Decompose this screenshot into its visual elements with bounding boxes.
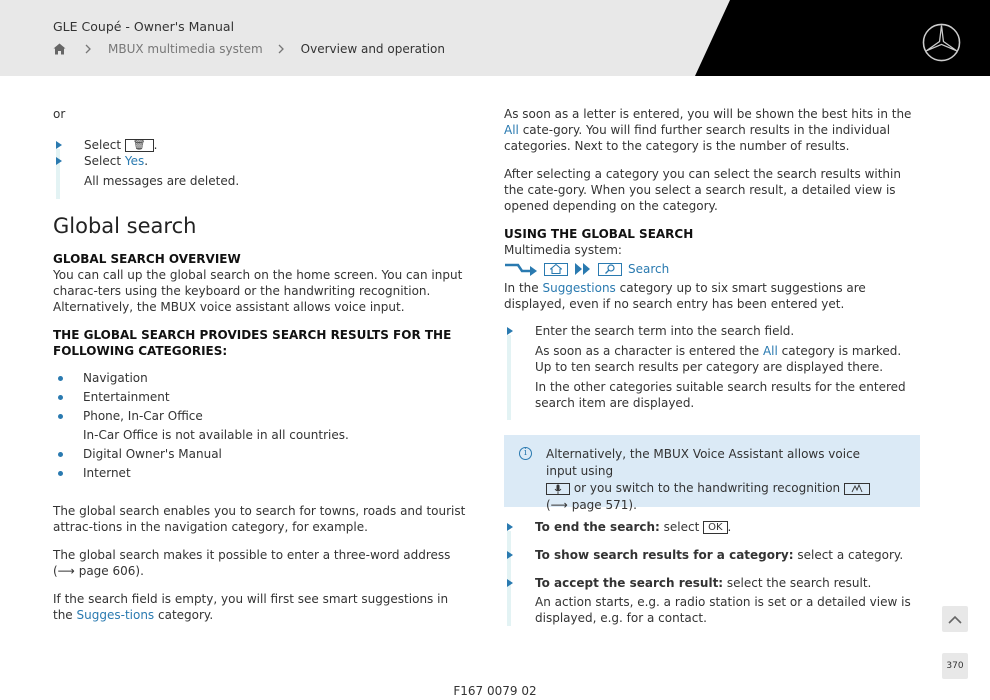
suggestions-link[interactable]: Suggestions [542, 281, 616, 295]
bullet-dot [58, 452, 63, 457]
step-result: In the other categories suitable search results for the entered search item are displayed. [535, 380, 906, 410]
step-result [504, 343, 920, 375]
step-result: All messages are deleted. [84, 174, 240, 188]
step-text: Select [84, 138, 122, 152]
paragraph [504, 280, 920, 312]
yes-option[interactable]: Yes [124, 154, 145, 168]
chevron-right-icon [84, 44, 92, 54]
list-item-text: Entertainment [83, 390, 170, 404]
step-result-text: As soon as a character is entered the [535, 344, 763, 358]
mercedes-star-icon[interactable] [922, 23, 961, 62]
step-bold: To end the search: [535, 520, 660, 534]
search-steps [504, 323, 920, 411]
step-arrow-icon [507, 551, 513, 559]
paragraph-text: If the search field is empty, you will first see smart suggestions in the [53, 592, 449, 622]
step-result-text: category is marked. Up to ten search results per category are displayed there. [535, 344, 902, 374]
step-select-yes [53, 153, 471, 169]
or-text: or [53, 107, 66, 121]
step-arrow-icon [507, 579, 513, 587]
microphone-icon[interactable] [546, 483, 570, 495]
paragraph-text: As soon as a letter is entered, you will be shown the best hits in the [504, 107, 912, 121]
using-title: USING THE GLOBAL SEARCH [504, 227, 694, 241]
list-item-text: Phone, In-Car Office [83, 409, 203, 423]
step-accept-result [504, 575, 920, 591]
step-arrow-icon [507, 327, 513, 335]
search-icon[interactable] [598, 263, 622, 276]
right-column [504, 106, 920, 411]
info-text-part: Alternatively, the MBUX Voice Assistant allows voice input using [546, 447, 861, 478]
multimedia-system-label: Multimedia system: [504, 243, 622, 257]
list-item-text: Navigation [83, 371, 148, 385]
manual-title: GLE Coupé - Owner's Manual [53, 19, 235, 34]
all-category-link[interactable]: All [762, 344, 778, 358]
list-item-text: In-Car Office is not available in all countries. [83, 428, 349, 442]
step-bold: To show search results for a category: [535, 548, 794, 562]
info-text-part: or you switch to the handwriting recognition [570, 481, 844, 495]
breadcrumb [53, 42, 445, 56]
step-text: Select [84, 154, 125, 168]
chevron-right-icon [277, 44, 285, 54]
search-actions [504, 519, 920, 626]
suggestions-link[interactable]: Sugges-tions [76, 608, 155, 622]
bullet-dot [58, 376, 63, 381]
ok-button[interactable]: OK [703, 521, 727, 534]
info-icon: i [519, 447, 532, 460]
home-icon[interactable] [544, 263, 568, 276]
left-column [53, 106, 471, 623]
step-result: An action starts, e.g. a radio station is set or a detailed view is displayed, e.g. for a contact. [535, 595, 911, 625]
delete-steps [53, 137, 471, 189]
step-bold: To accept the search result: [535, 576, 724, 590]
step-suffix: . [153, 138, 158, 152]
paragraph: After selecting a category you can select the search results within the cate-gory. When you select a search result, a detailed view is opened depending on the category. [504, 167, 901, 213]
step-show-results [504, 547, 920, 563]
step-end-search [504, 519, 920, 535]
list-item-note [53, 427, 471, 446]
list-item [53, 465, 471, 484]
step-enter-term [504, 323, 920, 339]
step-arrow-icon [56, 141, 62, 149]
footer-code: F167 0079 02 [453, 684, 537, 698]
list-item [53, 389, 471, 408]
list-item [53, 370, 471, 389]
paragraph-text: In the [504, 281, 543, 295]
bullet-dot [58, 414, 63, 419]
double-chevron-icon [574, 263, 592, 275]
page-number: 370 [942, 653, 968, 679]
paragraph-text: category up to six smart suggestions are displayed, even if no search entry has been entered yet. [504, 281, 866, 311]
navigation-path [504, 260, 920, 278]
paragraph-text: category. [154, 608, 214, 622]
step-text: select [659, 520, 704, 534]
step-text: select the search result. [723, 576, 872, 590]
handwriting-icon[interactable] [844, 483, 870, 495]
all-category-link[interactable]: All [504, 123, 519, 137]
info-text [546, 446, 891, 514]
info-box [504, 435, 920, 512]
home-icon[interactable] [53, 43, 66, 55]
overview-text: You can call up the global search on the home screen. You can input charac-ters using the keyboard or the handwriting recognition. Alternatively, the MBUX voice assistant allows voice input. [53, 268, 463, 314]
step-suffix: . [144, 154, 149, 168]
step-arrow-icon [507, 523, 513, 531]
search-menu-item[interactable]: Search [628, 262, 670, 276]
paragraph: The global search makes it possible to enter a three-word address (⟶ page 606). [53, 548, 451, 578]
breadcrumb-item-current[interactable]: Overview and operation [300, 42, 445, 56]
step-text: Enter the search term into the search field. [535, 324, 795, 338]
list-item-text: Internet [83, 466, 131, 480]
bullet-dot [58, 471, 63, 476]
overview-title: GLOBAL SEARCH OVERVIEW [53, 252, 241, 266]
paragraph-text: cate-gory. You will find further search results in the individual categories. Next to the category is the number of results. [504, 123, 891, 153]
info-text-part: (⟶ page 571). [546, 498, 637, 512]
categories-title: THE GLOBAL SEARCH PROVIDES SEARCH RESULTS FOR THE FOLLOWING CATEGORIES: [53, 328, 452, 358]
scroll-up-icon [948, 615, 962, 624]
section-heading: Global search [53, 214, 197, 238]
paragraph [53, 591, 471, 623]
list-item [53, 446, 471, 465]
list-item [53, 408, 471, 427]
navigation-path-arrow-icon [504, 262, 538, 276]
step-text: select a category. [793, 548, 904, 562]
step-suffix: . [727, 520, 732, 534]
step-arrow-icon [56, 157, 62, 165]
paragraph: The global search enables you to search for towns, roads and tourist attrac-tions in the navigation category, for example. [53, 504, 466, 534]
list-item-text: Digital Owner's Manual [83, 447, 222, 461]
category-list [53, 370, 471, 484]
scroll-up-button[interactable] [942, 606, 968, 632]
step-select-delete [53, 137, 471, 153]
action-steps [504, 519, 920, 626]
breadcrumb-item-mbux[interactable]: MBUX multimedia system [108, 42, 263, 56]
bullet-dot [58, 395, 63, 400]
trash-icon[interactable]: 🗑 [125, 139, 154, 152]
paragraph [504, 106, 920, 154]
